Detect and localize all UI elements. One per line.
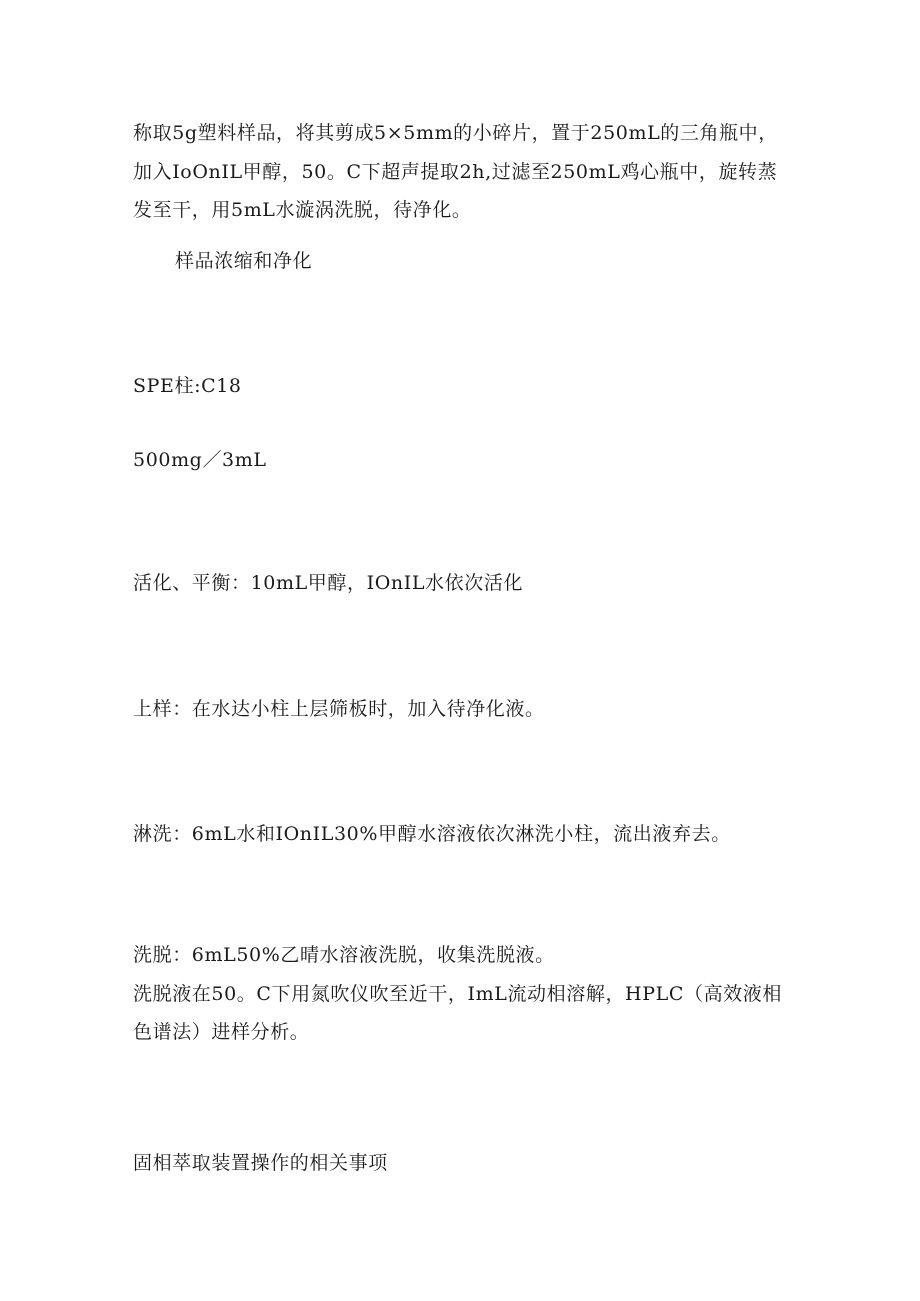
- activation-step: 活化、平衡：10mL甲醇，IOnIL水依次活化: [133, 572, 524, 594]
- loading-step: 上样：在水达小柱上层筛板时，加入待净化液。: [133, 698, 545, 720]
- rinsing-step: 淋洗：6mL水和IOnIL30%甲醇水溶液依次淋洗小柱，流出液弃去。: [133, 823, 731, 845]
- text-line: 发至干，用5mL水漩涡洗脱，待净化。: [133, 199, 472, 221]
- spe-spec-line: 500mg／3mL: [133, 449, 267, 471]
- section-heading-spe-notes: 固相萃取装置操作的相关事项: [133, 1152, 388, 1174]
- spe-column-line: SPE柱:C18: [133, 375, 242, 397]
- sample-extraction-paragraph: [133, 114, 793, 230]
- text-line: 称取5g塑料样品，将其剪成5×5mm的小碎片，置于250mL的三角瓶中，: [133, 122, 778, 144]
- text-line: 色谱法）进样分析。: [133, 1021, 310, 1043]
- text-line: 洗脱：6mL50%乙晴水溶液洗脱，收集洗脱液。: [133, 944, 555, 966]
- text-line: 洗脱液在50。C下用氮吹仪吹至近干，ImL流动相溶解，HPLC（高效液相: [133, 982, 782, 1005]
- section-heading-concentration: 样品浓缩和净化: [175, 250, 313, 272]
- text-line: 加入IoOnIL甲醇，50。C下超声提取2h,过滤至250mL鸡心瓶中，旋转蒸: [133, 160, 778, 183]
- elution-paragraph: [133, 936, 793, 1052]
